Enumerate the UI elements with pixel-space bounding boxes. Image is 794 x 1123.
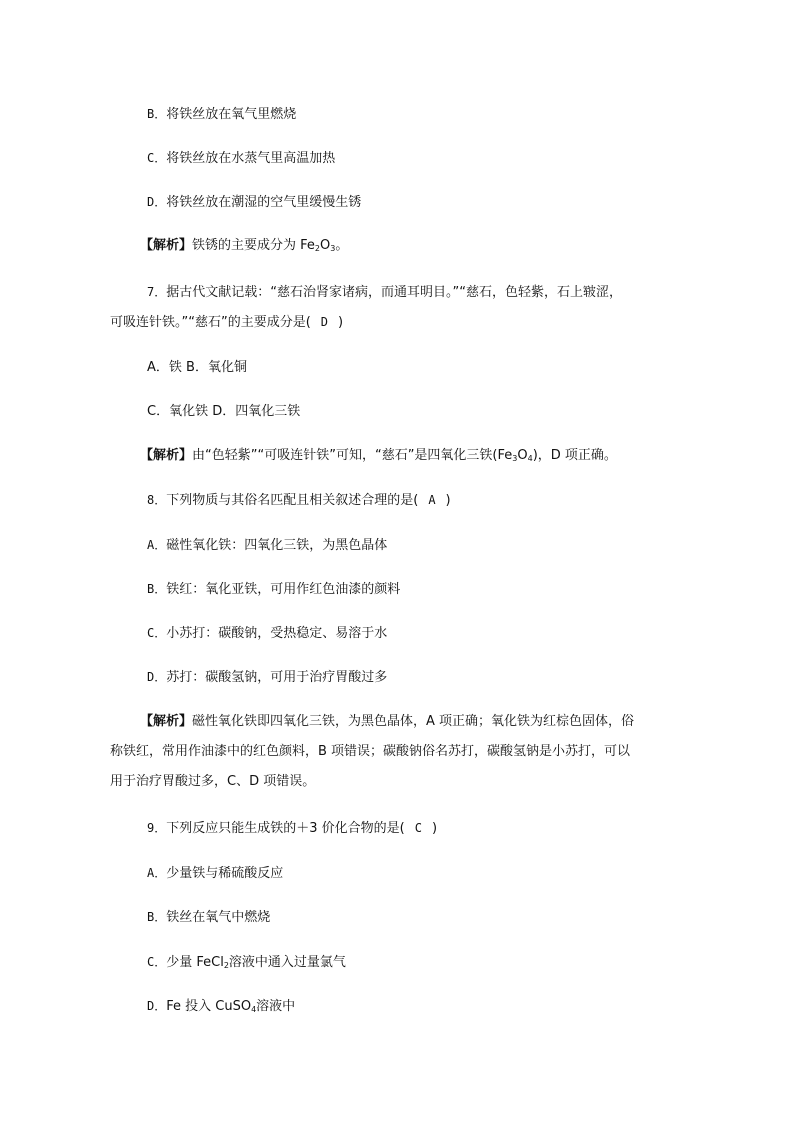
- q9-option-c: [147, 954, 346, 974]
- q9-option-b: [147, 909, 270, 926]
- answer-letter: C: [414, 821, 422, 835]
- option-text: 将铁丝放在氧气里燃烧: [166, 107, 297, 122]
- option-text: 铁丝在氧气中燃烧: [166, 910, 271, 925]
- option-d: D．四氧化三铁: [212, 404, 301, 419]
- q8-option-c: [147, 625, 387, 642]
- analysis-tag: 【解析】: [140, 238, 193, 253]
- option-prefix: C．: [147, 626, 167, 640]
- option-text: 将铁丝放在水蒸气里高温加热: [166, 151, 336, 166]
- answer-letter: D: [320, 315, 329, 329]
- option-text: 磁性氧化铁：四氧化三铁，为黑色晶体: [166, 538, 388, 553]
- answer-letter: A: [428, 493, 436, 507]
- option-prefix: C．: [147, 151, 167, 165]
- option-text-end: 溶液中: [256, 999, 296, 1014]
- option-text: 少量铁与稀硫酸反应: [166, 866, 284, 881]
- analysis-text: 铁锈的主要成分为 Fe: [192, 238, 315, 253]
- question-number: 7．: [147, 285, 167, 299]
- option-prefix: C．: [147, 955, 167, 969]
- subscript: 4: [251, 1005, 257, 1014]
- option-prefix: D．: [147, 670, 167, 684]
- option-text-end: 溶液中通入过量氯气: [228, 955, 346, 970]
- q8-option-b: [147, 581, 400, 598]
- option-prefix: D．: [147, 195, 167, 209]
- q8-option-a: [147, 537, 387, 554]
- option-prefix: B．: [147, 910, 167, 924]
- question-text: 下列物质与其俗名匹配且相关叙述合理的是(: [166, 493, 419, 508]
- option-prefix: A．: [147, 866, 167, 880]
- option-text: 铁红：氧化亚铁，可用作红色油漆的颜料: [166, 582, 401, 597]
- subscript: 2: [314, 244, 321, 253]
- q6-option-c: [147, 150, 335, 167]
- option-text: Fe 投入 CuSO: [166, 999, 252, 1014]
- close-paren: ): [445, 493, 451, 508]
- analysis-text-end: )，D 项正确。: [532, 448, 617, 463]
- q6-option-d: [147, 194, 361, 211]
- q8-analysis-line-1: [140, 714, 634, 730]
- question-text: 据古代文献记载：“慈石治肾家诸病，而通耳明目。”“慈石，色轻紫，石上皲涩，: [166, 285, 622, 300]
- option-text: 少量 FeCl: [166, 955, 224, 970]
- analysis-text: 由“色轻紫”“可吸连针铁”可知，“慈石”是四氧化三铁(Fe: [192, 448, 513, 463]
- analysis-text-mid: O: [517, 448, 528, 463]
- q7-options-cd: [147, 404, 300, 420]
- q7-options-ab: [147, 360, 247, 376]
- analysis-text: 磁性氧化铁即四氧化三铁，为黑色晶体，A 项正确；氧化铁为红棕色固体，俗: [192, 714, 635, 729]
- option-text: 将铁丝放在潮湿的空气里缓慢生锈: [166, 195, 362, 210]
- question-number: 8．: [147, 493, 167, 507]
- question-text: 下列反应只能生成铁的＋3 价化合物的是(: [166, 821, 405, 836]
- q7-stem-line-2: [110, 314, 343, 331]
- subscript: 3: [330, 244, 336, 253]
- q9-option-a: [147, 865, 283, 882]
- q6-option-b: [147, 106, 296, 123]
- analysis-tag: 【解析】: [140, 448, 193, 463]
- analysis-tag: 【解析】: [140, 714, 193, 729]
- q8-option-d: [147, 669, 387, 686]
- q9-stem: [147, 820, 437, 837]
- option-a: A．铁: [147, 360, 182, 375]
- question-number: 9．: [147, 821, 167, 835]
- option-prefix: B．: [147, 107, 167, 121]
- option-prefix: D．: [147, 999, 167, 1013]
- q8-stem: [147, 492, 451, 509]
- option-c: C．氧化铁: [147, 404, 209, 419]
- subscript: 3: [512, 454, 518, 463]
- analysis-text: 用于治疗胃酸过多，C、D 项错误。: [110, 774, 316, 789]
- subscript: 2: [223, 961, 229, 970]
- q9-option-d: [147, 998, 295, 1018]
- analysis-text-end: 。: [335, 238, 349, 253]
- subscript: 4: [527, 454, 533, 463]
- q7-stem-line-1: [147, 284, 622, 301]
- analysis-text-mid: O: [320, 238, 331, 253]
- option-prefix: A．: [147, 538, 167, 552]
- option-b: B．氧化铜: [186, 360, 247, 375]
- q8-analysis-line-2: [110, 744, 630, 760]
- option-text: 小苏打：碳酸钠，受热稳定、易溶于水: [166, 626, 388, 641]
- analysis-text: 称铁红，常用作油漆中的红色颜料，B 项错误；碳酸钠俗名苏打，碳酸氢钠是小苏打，可以: [110, 744, 631, 759]
- close-paren: ): [431, 821, 438, 836]
- question-text: 可吸连针铁。”“慈石”的主要成分是(: [110, 315, 311, 330]
- q7-analysis: [140, 448, 617, 467]
- option-text: 苏打：碳酸氢钠，可用于治疗胃酸过多: [166, 670, 388, 685]
- option-prefix: B．: [147, 582, 167, 596]
- q6-analysis: [140, 238, 348, 257]
- close-paren: ): [338, 315, 344, 330]
- q8-analysis-line-3: [110, 774, 315, 790]
